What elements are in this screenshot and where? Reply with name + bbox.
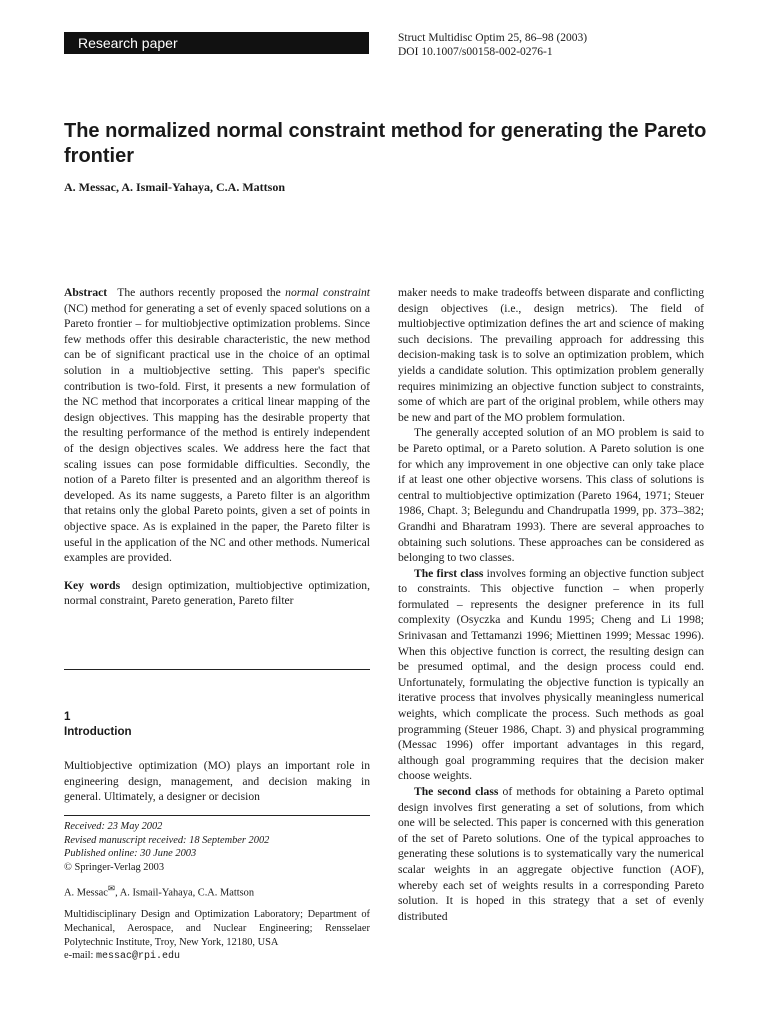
second-class-lead: The second class bbox=[414, 785, 499, 798]
corresponding-authors: A. Messac✉, A. Ismail-Yahaya, C.A. Mattson bbox=[64, 883, 255, 899]
keywords bbox=[64, 578, 370, 609]
footnote-divider bbox=[64, 815, 370, 816]
email-label: e-mail: bbox=[64, 950, 97, 962]
paragraph-2: The generally accepted solution of an MO problem is said to be Pareto optimal, or a Pareto solution. A Pareto solution is one for which any improvement in one objective can only take place if at least one other objective worsens. This class of solutions is central to multiobjective optimization (Pareto 1964, 1971; Steuer 1986, Chapt. 3; Belegundu and Chandrupatla 1999, pp. 373–382; Grandhi and Bharatram 1993). There are several approaches to obtaining such solutions. These approaches can be considered as belonging to two classes. bbox=[398, 426, 704, 565]
paragraph-4: The second class of methods for obtaining a Pareto optimal design involves first generating a set of solutions, from which one will be selected. This paper is concerned with this generation of the set of Pareto solutions. One of the typical approaches to generating these solutions is to systematically vary the numerical scalar weights in an aggregate objective function (AOF), whereby each set of weights results in a corresponding Pareto solution. It is hoped in this strategy that a set of evenly distributed bbox=[398, 785, 704, 923]
paper-title: The normalized normal constraint method for generating the Pareto frontier bbox=[64, 120, 707, 167]
abstract-heading: Abstract bbox=[64, 286, 108, 299]
keywords-text: design optimization, multiobjective optimization, normal constraint, Pareto generation, Pareto filter bbox=[64, 578, 370, 608]
copyright: © Springer-Verlag 2003 bbox=[64, 861, 165, 873]
first-class-lead: The first class bbox=[414, 566, 484, 580]
abstract bbox=[64, 285, 370, 566]
left-column bbox=[64, 285, 370, 609]
keywords-heading: Key words bbox=[64, 578, 121, 592]
footnotes bbox=[64, 820, 370, 964]
section-divider bbox=[64, 669, 370, 670]
paragraph-1: maker needs to make tradeoffs between disparate and conflicting design objectives (i.e., design metrics). The field of multiobjective optimization defines the art and science of making such decisions. The prevailing approach for addressing this decision-making task is to solve an optimization problem, which yields a candidate solution. This optimization problem generally requires minimizing an objective function subject to constraints, some of which are part of the original problem, while others may be new and part of the MO problem formulation. bbox=[398, 286, 704, 424]
research-paper-banner: Research paper bbox=[64, 32, 369, 54]
revised-date: Revised manuscript received: 18 September 2002 bbox=[64, 834, 270, 846]
introduction-text: Multiobjective optimization (MO) plays an important role in engineering design, management, and decision making in general. Ultimately, a designer or decision bbox=[64, 759, 370, 804]
journal-reference: Struct Multidisc Optim 25, 86–98 (2003) bbox=[398, 32, 588, 44]
right-column bbox=[398, 285, 704, 924]
email-address[interactable]: messac@rpi.edu bbox=[96, 951, 181, 963]
received-date: Received: 23 May 2002 bbox=[64, 821, 163, 832]
abstract-text-2: (NC) method for generating a set of evenly spaced solutions on a Pareto frontier – for multiobjective optimization problems. Since few methods offer this desirable characteristic, the new method can be of significant practical use in the choice of an optimal solution in a multiobjective setting. This paper's specific contribution is two-fold. First, it presents a new formulation of the NC method that incorporates a critical linear mapping of the design objectives. This mapping has the desirable property that the resulting performance of the method is entirely independent of the design objectives scales. We address here the fact that scaling issues can pose formidable difficulties. Secondly, the notion of a Pareto filter is presented and an algorithm thereof is developed. As its name suggests, a Pareto filter is an algorithm that retains only the global Pareto points, given a set of points in objective space. As is explained in the paper, the Pareto filter is useful in the application of the NC and other methods. Numerical examples are provided. bbox=[64, 301, 370, 565]
envelope-icon: ✉ bbox=[107, 883, 116, 894]
email-line bbox=[64, 949, 370, 964]
paragraph-3: The first class involves forming an objective function subject to constraints. This objective function – when properly formulated – represents the designer preference in its full complexity (Osyczka and Kundu 1995; Cheng and Li 1998; Srinivasan and Tettamanzi 1996; Miettinen 1999; Messac 1996). When this objective function is correct, the resulting design can be presumed optimal, and the design process could end. Unfortunately, formulating the objective function is typically an iterative process that involves physically meaningless numerical weights, which complicate the process. Such methods as goal programming (Steuer 1986, Chapt. 3) and physical programming (Messac 1996) offer important advantages in this regard, although goal programming requires that the decision maker choose weights. bbox=[398, 566, 704, 783]
doi: DOI 10.1007/s00158-002-0276-1 bbox=[398, 46, 553, 58]
journal-citation bbox=[398, 31, 587, 59]
section-title: Introduction bbox=[64, 725, 132, 738]
affiliation: Multidisciplinary Design and Optimization Laboratory; Department of Mechanical, Aerospace, and Nuclear Engineering; Rensselaer Polytechnic Institute, Troy, New York, 12180, USA bbox=[64, 909, 370, 948]
abstract-emphasis: normal constraint bbox=[285, 286, 370, 299]
published-date: Published online: 30 June 2003 bbox=[64, 848, 197, 860]
section-number: 1 bbox=[64, 710, 71, 723]
abstract-text-1: The authors recently proposed the bbox=[117, 286, 286, 299]
author-list: A. Messac, A. Ismail-Yahaya, C.A. Mattson bbox=[64, 180, 285, 194]
